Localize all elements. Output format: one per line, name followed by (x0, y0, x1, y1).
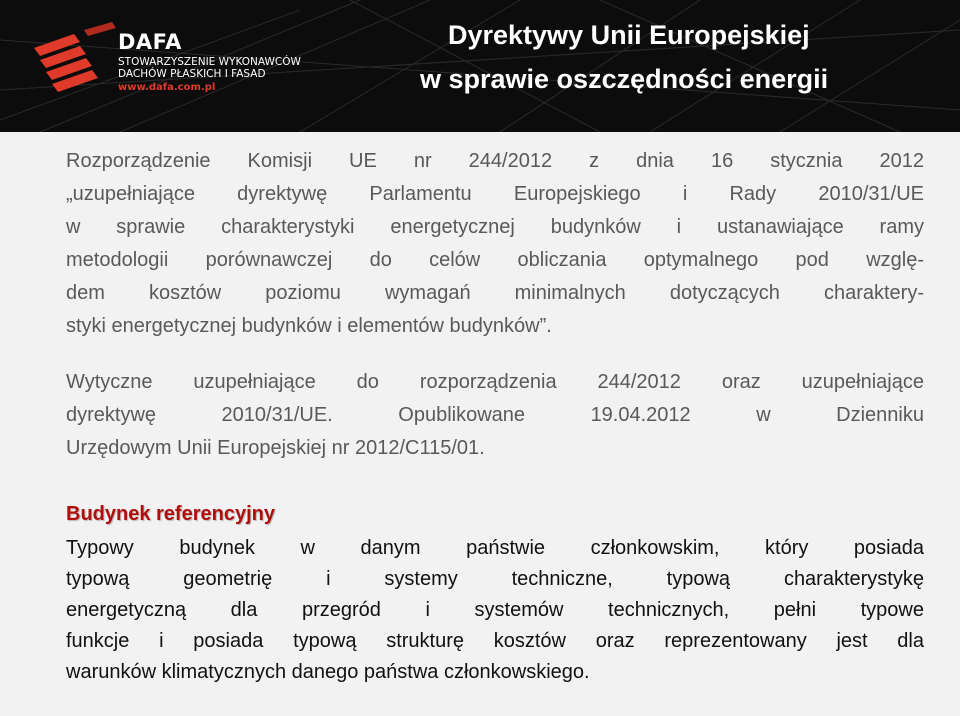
text-line: w sprawie charakterystyki energetycznej budynków i ustanawiające ramy (66, 216, 924, 238)
text-line: styki energetycznej budynków i elementów budynków”. (66, 315, 552, 337)
logo-subtitle-line-2: DACHÓW PŁASKICH I FASAD (118, 68, 266, 80)
text-line: energetyczną dla przegród i systemów technicznych, pełni typowe (66, 599, 924, 621)
logo-subtitle-line-1: STOWARZYSZENIE WYKONAWCÓW (118, 56, 301, 68)
text-line: metodologii porównawczej do celów obliczania optymalnego pod wzglę- (66, 249, 924, 271)
slide-header (0, 0, 960, 132)
definition-heading: Budynek referencyjny (66, 503, 275, 525)
regulation-paragraph (66, 145, 924, 343)
text-line: Typowy budynek w danym państwie członkowskim, który posiada (66, 537, 924, 559)
text-line: funkcje i posiada typową strukturę kosztów oraz reprezentowany jest dla (66, 630, 924, 652)
text-line: Rozporządzenie Komisji UE nr 244/2012 z dnia 16 stycznia 2012 (66, 150, 924, 172)
slide-title-line-2: w sprawie oszczędności energii (420, 64, 829, 94)
logo-website-link[interactable]: www.dafa.com.pl (118, 82, 216, 93)
slide-title-line-1: Dyrektywy Unii Europejskiej (448, 20, 810, 50)
text-line: dem kosztów poziomu wymagań minimalnych dotyczących charaktery- (66, 282, 924, 304)
guidelines-paragraph (66, 366, 924, 465)
text-line: Urzędowym Unii Europejskiej nr 2012/C115/01. (66, 437, 485, 459)
text-line: warunków klimatycznych danego państwa członkowskiego. (66, 661, 590, 683)
dafa-logo-mark-icon (30, 22, 120, 102)
text-line: Wytyczne uzupełniające do rozporządzenia 244/2012 oraz uzupełniające (66, 371, 924, 393)
text-line: typową geometrię i systemy techniczne, typową charakterystykę (66, 568, 924, 590)
definition-paragraph (66, 533, 924, 688)
text-line: dyrektywę 2010/31/UE. Opublikowane 19.04.2012 w Dzienniku (66, 404, 924, 426)
text-line: „uzupełniające dyrektywę Parlamentu Europejskiego i Rady 2010/31/UE (66, 183, 924, 205)
logo-name: DAFA (118, 30, 182, 54)
